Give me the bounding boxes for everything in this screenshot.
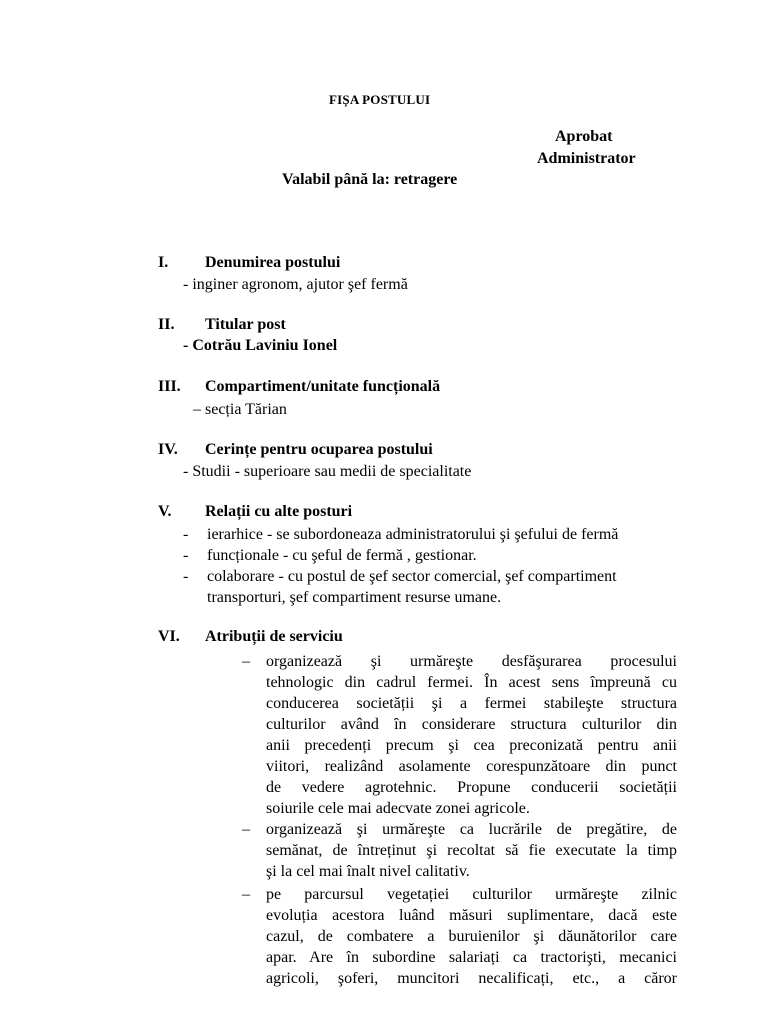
duty-line: evoluția acestora luând măsuri suplimentare, dacă este [266,907,677,924]
duty-line: de vedere agrotehnic. Propune conducerii societății [266,779,677,796]
section-number: VI. [158,628,180,645]
duty-line: organizează şi urmăreşte ca lucrările de pregătire, de [266,821,677,838]
section-number: IV. [158,441,178,458]
list-item: ierarhice - se subordoneaza administratorului şi şefului de fermă [207,526,619,543]
section-number: I. [158,254,169,271]
page-title: FIȘA POSTULUI [329,92,431,107]
section-heading: Titular post [205,316,286,333]
section-heading: Compartiment/unitate funcțională [205,378,441,395]
list-dash: - [183,526,189,543]
duty-line: viitori, realizând asolamente corespunzătoare din punct [266,758,677,775]
duty-line: tehnologic din cadrul fermei. În acest sens împreună cu [266,674,677,691]
section-text: – secția Tărian [193,401,287,418]
list-item: colaborare - cu postul de şef sector comercial, şef compartiment [207,568,617,585]
list-dash: - [183,547,189,564]
section-heading: Relații cu alte posturi [205,503,353,520]
valid-until: Valabil până la: retragere [282,171,458,188]
duty-line: semănat, de întreținut şi recoltat să fie executate la timp [266,842,677,859]
duty-line: pe parcursul vegetației culturilor urmăreşte zilnic [266,886,677,903]
list-item-continuation: transporturi, şef compartiment resurse umane. [207,589,502,606]
list-item: funcționale - cu şeful de fermă , gestionar. [207,547,477,564]
administrator-label: Administrator [537,150,636,167]
duty-line: agricoli, şoferi, muncitori necalificați, etc., a căror [266,970,677,987]
section-heading: Denumirea postului [205,254,341,271]
list-dash: – [242,821,250,838]
duty-line: organizează şi urmăreşte desfăşurarea procesului [266,653,677,670]
section-number: II. [158,316,175,333]
section-text: - inginer agronom, ajutor şef fermă [183,276,408,293]
section-heading: Cerințe pentru ocuparea postului [205,441,433,458]
section-text: - Studii - superioare sau medii de specialitate [183,463,472,480]
duty-line: apar. Are în subordine salariați ca tractorişti, mecanici [266,949,677,966]
section-number: V. [158,503,172,520]
duty-line: soiurile cele mai adecvate zonei agricole. [266,800,530,817]
duty-line: şi la cel mai înalt nivel calitativ. [266,863,470,880]
list-dash: – [242,886,250,903]
approved-label: Aprobat [555,128,613,145]
duty-line: conducerea societății şi a fermei stabileşte structura [266,695,677,712]
section-heading: Atribuții de serviciu [205,628,343,645]
list-dash: - [183,568,189,585]
post-holder-name: - Cotrău Laviniu Ionel [183,337,338,354]
duty-line: cazul, de combatere a buruienilor şi dăunătorilor care [266,928,677,945]
section-number: III. [158,378,181,395]
list-dash: – [242,653,250,670]
duty-line: anii precedenți precum şi cea preconizată pentru anii [266,737,677,754]
duty-line: culturilor având în considerare structura culturilor din [266,716,677,733]
